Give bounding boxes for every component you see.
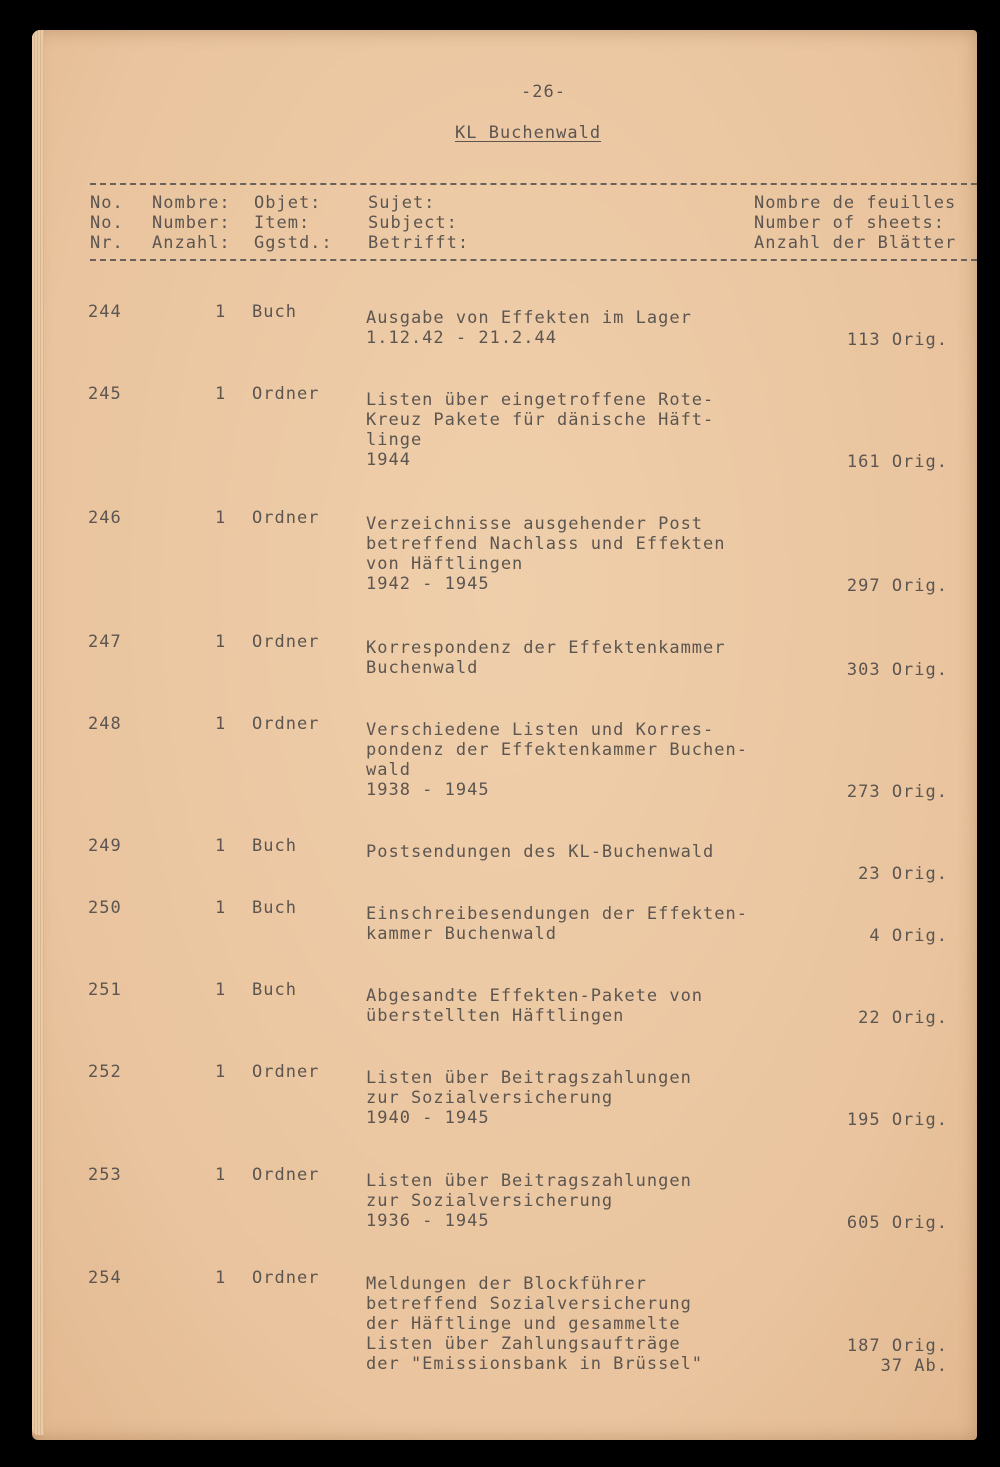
header-bottom-rule <box>90 259 977 261</box>
entry-sheets <box>836 864 948 884</box>
entry-subject-line: 1944 <box>366 450 411 470</box>
page-title: KL Buchenwald <box>455 123 602 143</box>
entry-subject <box>366 720 748 800</box>
entry-sheets-line: 23 Orig. <box>858 864 948 884</box>
entry-subject <box>366 514 726 594</box>
header-count-de: Anzahl: <box>152 233 231 253</box>
entry-subject-line: Listen über Beitragszahlungen <box>366 1068 692 1088</box>
entry-object: Ordner <box>252 508 320 528</box>
entry-number: 247 <box>88 632 122 652</box>
entry-subject-line: Abgesandte Effekten-Pakete von <box>366 986 704 1006</box>
entry-subject <box>366 390 714 470</box>
entry-sheets-line: 195 Orig. <box>846 1110 948 1130</box>
header-object-fr: Objet: <box>254 193 322 213</box>
entry-number: 250 <box>88 898 122 918</box>
entry-count: 1 <box>215 980 227 1000</box>
entry-object: Ordner <box>252 714 320 734</box>
entry-subject-line: von Häftlingen <box>366 554 524 574</box>
entry-count: 1 <box>215 302 227 322</box>
entry-sheets-line: 37 Ab. <box>880 1356 948 1376</box>
entry-subject-line: zur Sozialversicherung <box>366 1191 614 1211</box>
entry-sheets <box>836 1008 948 1028</box>
entry-subject-line: kammer Buchenwald <box>366 924 557 944</box>
entry-sheets-line: 22 Orig. <box>858 1008 948 1028</box>
entry-subject-line: Verschiedene Listen und Korres- <box>366 720 715 740</box>
entry-subject <box>366 842 714 862</box>
entry-sheets <box>836 576 948 596</box>
header-col-sheets <box>754 193 956 253</box>
header-no-de: Nr. <box>90 233 124 253</box>
entry-sheets-line: 273 Orig. <box>846 782 948 802</box>
entry-object: Ordner <box>252 1165 320 1185</box>
entry-sheets-line: 4 Orig. <box>869 926 948 946</box>
entry-sheets <box>836 452 948 472</box>
entry-subject-line: pondenz der Effektenkammer Buchen- <box>366 740 748 760</box>
entry-subject-line: betreffend Nachlass und Effekten <box>366 534 726 554</box>
entry-subject-line: 1.12.42 - 21.2.44 <box>366 328 557 348</box>
entry-subject-line: wald <box>366 760 411 780</box>
entry-count: 1 <box>215 384 227 404</box>
entry-subject-line: Kreuz Pakete für dänische Häft- <box>366 410 715 430</box>
entry-sheets-line: 297 Orig. <box>846 576 948 596</box>
entry-object: Ordner <box>252 632 320 652</box>
entry-number: 246 <box>88 508 122 528</box>
header-col-count <box>152 193 231 253</box>
entry-subject-line: 1940 - 1945 <box>366 1108 490 1128</box>
entry-subject-line: Einschreibesendungen der Effekten- <box>366 904 748 924</box>
entry-number: 254 <box>88 1268 122 1288</box>
entry-object: Buch <box>252 836 297 856</box>
entry-count: 1 <box>215 508 227 528</box>
entry-sheets <box>836 1336 948 1376</box>
entry-number: 251 <box>88 980 122 1000</box>
entry-count: 1 <box>215 714 227 734</box>
entry-subject-line: Listen über Zahlungsaufträge <box>366 1334 681 1354</box>
entry-number: 245 <box>88 384 122 404</box>
entry-subject-line: Korrespondenz der Effektenkammer <box>366 638 726 658</box>
entry-subject <box>366 1068 692 1128</box>
header-col-subject <box>368 193 469 253</box>
page-number: -26- <box>521 82 566 102</box>
entry-sheets-line: 605 Orig. <box>846 1213 948 1233</box>
entry-subject-line: Listen über Beitragszahlungen <box>366 1171 692 1191</box>
entry-sheets <box>836 660 948 680</box>
header-sheets-de: Anzahl der Blätter <box>754 233 957 253</box>
header-sheets-fr: Nombre de feuilles <box>754 193 957 213</box>
entry-object: Buch <box>252 898 297 918</box>
header-subject-de: Betrifft: <box>368 233 470 253</box>
entry-subject <box>366 308 692 348</box>
entry-subject-line: Buchenwald <box>366 658 479 678</box>
entry-object: Ordner <box>252 1268 320 1288</box>
entry-subject-line: 1942 - 1945 <box>366 574 490 594</box>
entry-subject-line: Postsendungen des KL-Buchenwald <box>366 842 715 862</box>
entry-subject <box>366 1171 692 1231</box>
entry-sheets <box>836 1110 948 1130</box>
entry-subject <box>366 1274 703 1374</box>
page-stack-edge <box>32 30 44 1435</box>
entry-subject-line: Ausgabe von Effekten im Lager <box>366 308 692 328</box>
entry-subject-line: betreffend Sozialversicherung <box>366 1294 692 1314</box>
entry-sheets <box>836 1213 948 1233</box>
header-object-en: Item: <box>254 213 311 233</box>
header-object-de: Ggstd.: <box>254 233 333 253</box>
entry-sheets-line: 113 Orig. <box>846 330 948 350</box>
entry-count: 1 <box>215 632 227 652</box>
entry-subject-line: linge <box>366 430 423 450</box>
header-top-rule <box>90 183 977 185</box>
entry-number: 252 <box>88 1062 122 1082</box>
entry-sheets-line: 303 Orig. <box>846 660 948 680</box>
entry-sheets-line: 187 Orig. <box>846 1336 948 1356</box>
entry-subject-line: 1938 - 1945 <box>366 780 490 800</box>
header-subject-en: Subject: <box>368 213 458 233</box>
entry-sheets-line: 161 Orig. <box>846 452 948 472</box>
entry-number: 253 <box>88 1165 122 1185</box>
entry-subject-line: Verzeichnisse ausgehender Post <box>366 514 704 534</box>
entry-count: 1 <box>215 898 227 918</box>
entry-number: 249 <box>88 836 122 856</box>
header-no-en: No. <box>90 213 124 233</box>
entry-subject-line: der Häftlinge und gesammelte <box>366 1314 681 1334</box>
header-col-no <box>90 193 124 253</box>
entry-object: Ordner <box>252 1062 320 1082</box>
header-sheets-en: Number of sheets: <box>754 213 945 233</box>
entry-subject-line: Meldungen der Blockführer <box>366 1274 647 1294</box>
entry-object: Buch <box>252 302 297 322</box>
entry-subject-line: Listen über eingetroffene Rote- <box>366 390 715 410</box>
header-col-object <box>254 193 333 253</box>
header-count-en: Number: <box>152 213 231 233</box>
entry-subject <box>366 638 726 678</box>
entry-sheets <box>836 782 948 802</box>
entry-object: Ordner <box>252 384 320 404</box>
entry-subject-line: 1936 - 1945 <box>366 1211 490 1231</box>
entry-count: 1 <box>215 836 227 856</box>
entry-sheets <box>836 926 948 946</box>
entry-count: 1 <box>215 1062 227 1082</box>
entry-number: 244 <box>88 302 122 322</box>
entry-subject-line: überstellten Häftlingen <box>366 1006 625 1026</box>
header-count-fr: Nombre: <box>152 193 231 213</box>
header-subject-fr: Sujet: <box>368 193 436 213</box>
entry-object: Buch <box>252 980 297 1000</box>
header-no-fr: No. <box>90 193 124 213</box>
entry-subject <box>366 904 748 944</box>
entry-number: 248 <box>88 714 122 734</box>
entry-subject <box>366 986 703 1026</box>
entry-count: 1 <box>215 1268 227 1288</box>
entry-sheets <box>836 330 948 350</box>
entry-subject-line: der "Emissionsbank in Brüssel" <box>366 1354 704 1374</box>
entry-count: 1 <box>215 1165 227 1185</box>
entry-subject-line: zur Sozialversicherung <box>366 1088 614 1108</box>
